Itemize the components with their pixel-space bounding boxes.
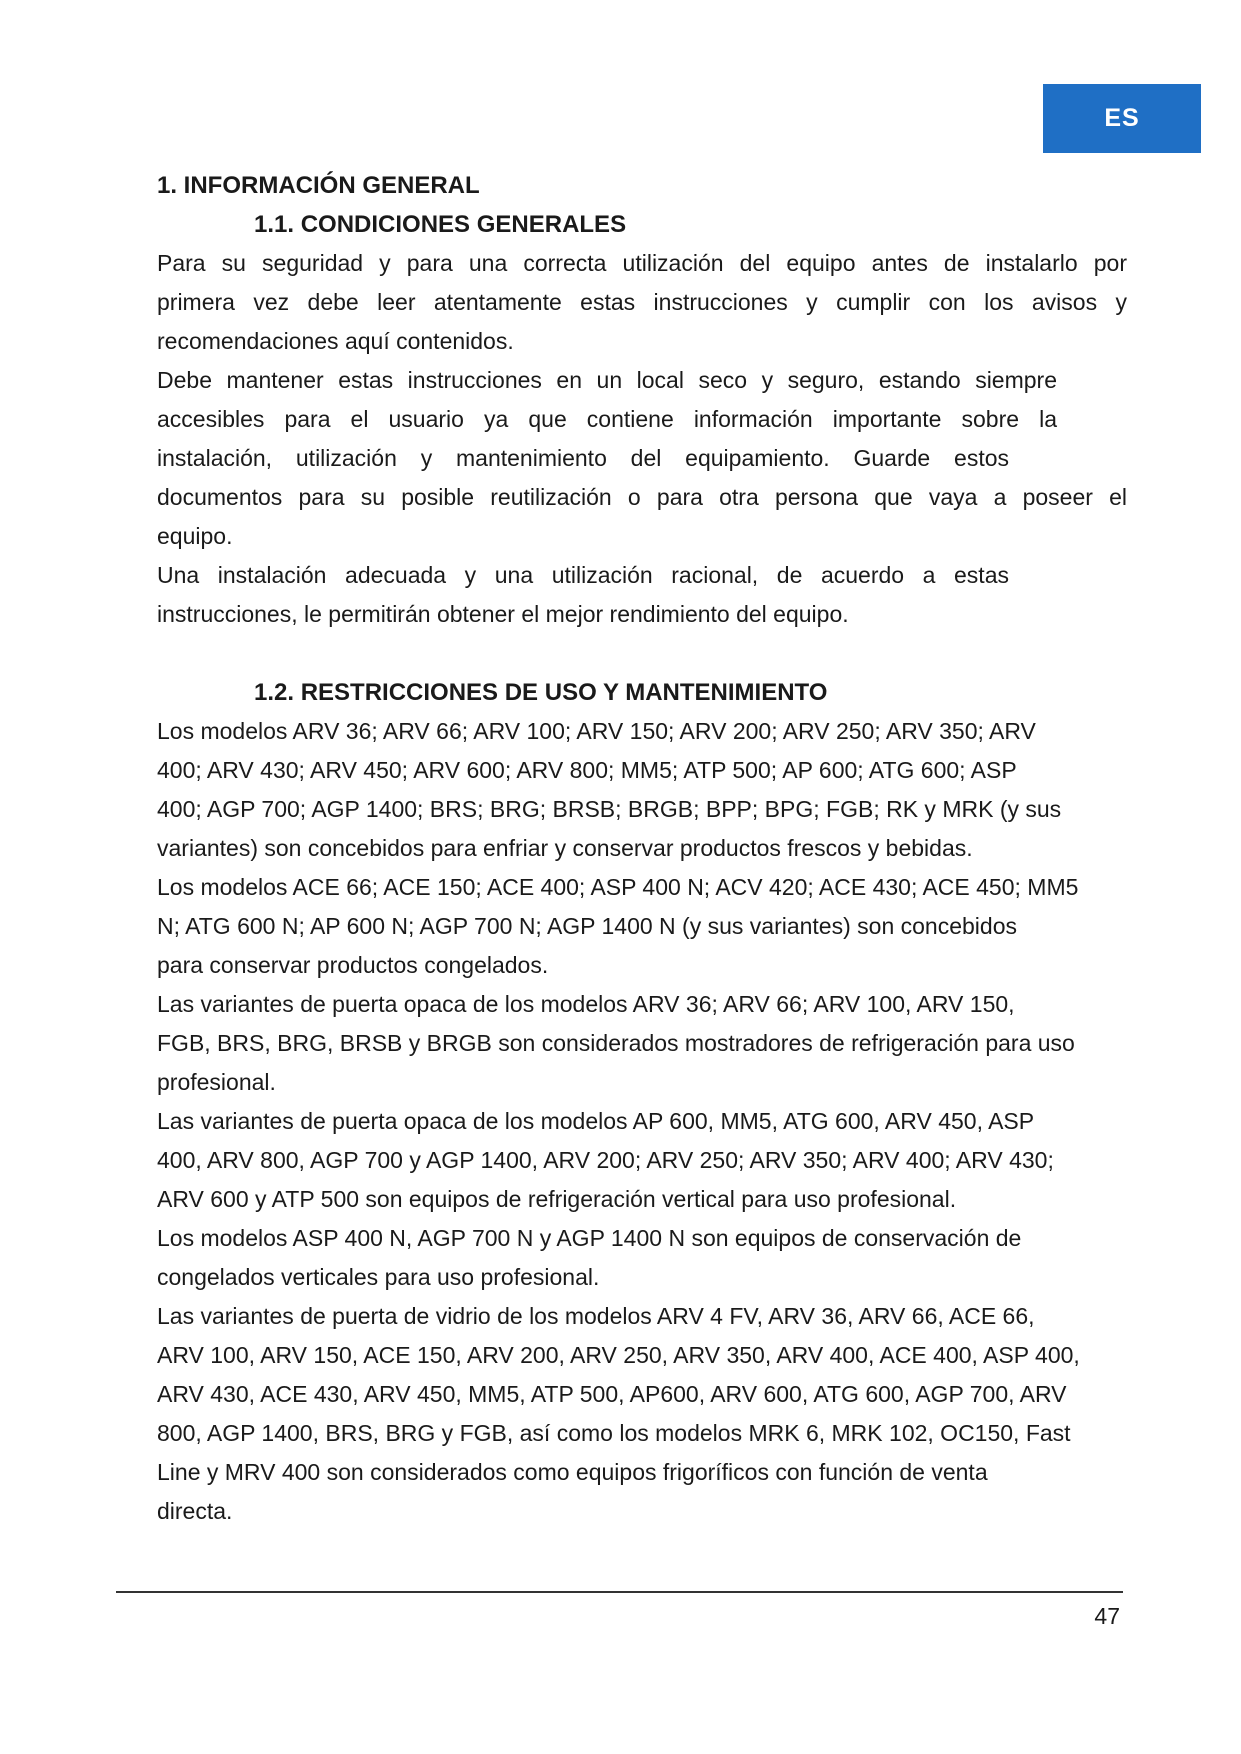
text-line: accesibles para el usuario ya que contiene información importante sobre la [157, 406, 1057, 432]
text-line: Las variantes de puerta de vidrio de los modelos ARV 4 FV, ARV 36, ARV 66, ACE 66, [157, 1303, 1035, 1329]
text-line: ARV 430, ACE 430, ARV 450, MM5, ATP 500, AP600, ARV 600, ATG 600, AGP 700, ARV [157, 1381, 1067, 1407]
text-line: variantes) son concebidos para enfriar y conservar productos frescos y bebidas. [157, 835, 973, 861]
text-line: primera vez debe leer atentamente estas instrucciones y cumplir con los avisos y [157, 289, 1127, 315]
text-line: Los modelos ASP 400 N, AGP 700 N y AGP 1400 N son equipos de conservación de [157, 1225, 1022, 1251]
text-line: 400; AGP 700; AGP 1400; BRS; BRG; BRSB; BRGB; BPP; BPG; FGB; RK y MRK (y sus [157, 796, 1062, 822]
text-line: documentos para su posible reutilización o para otra persona que vaya a poseer el [157, 484, 1127, 510]
text-line: congelados verticales para uso profesional. [157, 1264, 600, 1290]
text-line: Line y MRV 400 son considerados como equipos frigoríficos con función de venta [157, 1459, 988, 1485]
text-line: instrucciones, le permitirán obtener el mejor rendimiento del equipo. [157, 601, 849, 627]
general-conditions-text [157, 244, 1127, 634]
text-line: Las variantes de puerta opaca de los modelos ARV 36; ARV 66; ARV 100, ARV 150, [157, 991, 1015, 1017]
text-line: instalación, utilización y mantenimiento del equipamiento. Guarde estos [157, 445, 1009, 471]
subsection-title-general-conditions: 1.1. CONDICIONES GENERALES [254, 211, 627, 238]
text-line: Para su seguridad y para una correcta utilización del equipo antes de instalarlo por [157, 250, 1127, 276]
page-number: 47 [1094, 1603, 1120, 1629]
text-line: N; ATG 600 N; AP 600 N; AGP 700 N; AGP 1400 N (y sus variantes) son concebidos [157, 913, 1017, 939]
text-line: recomendaciones aquí contenidos. [157, 328, 514, 354]
text-line: profesional. [157, 1069, 276, 1095]
paragraph-spacer [157, 634, 1127, 673]
text-line: para conservar productos congelados. [157, 952, 549, 978]
text-line: ARV 100, ARV 150, ACE 150, ARV 200, ARV 250, ARV 350, ARV 400, ACE 400, ASP 400, [157, 1342, 1080, 1368]
text-line: Debe mantener estas instrucciones en un local seco y seguro, estando siempre [157, 367, 1057, 393]
text-line: 800, AGP 1400, BRS, BRG y FGB, así como los modelos MRK 6, MRK 102, OC150, Fast [157, 1420, 1071, 1446]
text-line: 400; ARV 430; ARV 450; ARV 600; ARV 800; MM5; ATP 500; AP 600; ATG 600; ASP [157, 757, 1017, 783]
text-line: Los modelos ACE 66; ACE 150; ACE 400; ASP 400 N; ACV 420; ACE 430; ACE 450; MM5 [157, 874, 1079, 900]
text-line: directa. [157, 1498, 233, 1524]
text-line: Una instalación adecuada y una utilización racional, de acuerdo a estas [157, 562, 1009, 588]
text-line: Las variantes de puerta opaca de los modelos AP 600, MM5, ATG 600, ARV 450, ASP [157, 1108, 1035, 1134]
footer-divider [116, 1591, 1123, 1593]
text-line: 400, ARV 800, AGP 700 y AGP 1400, ARV 200; ARV 250; ARV 350; ARV 400; ARV 430; [157, 1147, 1054, 1173]
text-line: Los modelos ARV 36; ARV 66; ARV 100; ARV 150; ARV 200; ARV 250; ARV 350; ARV [157, 718, 1036, 744]
text-line: equipo. [157, 523, 233, 549]
text-line: FGB, BRS, BRG, BRSB y BRGB son considerados mostradores de refrigeración para uso [157, 1030, 1075, 1056]
subsection-title-use-restrictions: 1.2. RESTRICCIONES DE USO Y MANTENIMIENTO [254, 679, 828, 706]
document-body [157, 166, 1127, 1531]
text-line: ARV 600 y ATP 500 son equipos de refrigeración vertical para uso profesional. [157, 1186, 957, 1212]
language-badge: ES [1043, 84, 1201, 153]
section-title: 1. INFORMACIÓN GENERAL [157, 172, 480, 199]
use-restrictions-text [157, 712, 1127, 1531]
